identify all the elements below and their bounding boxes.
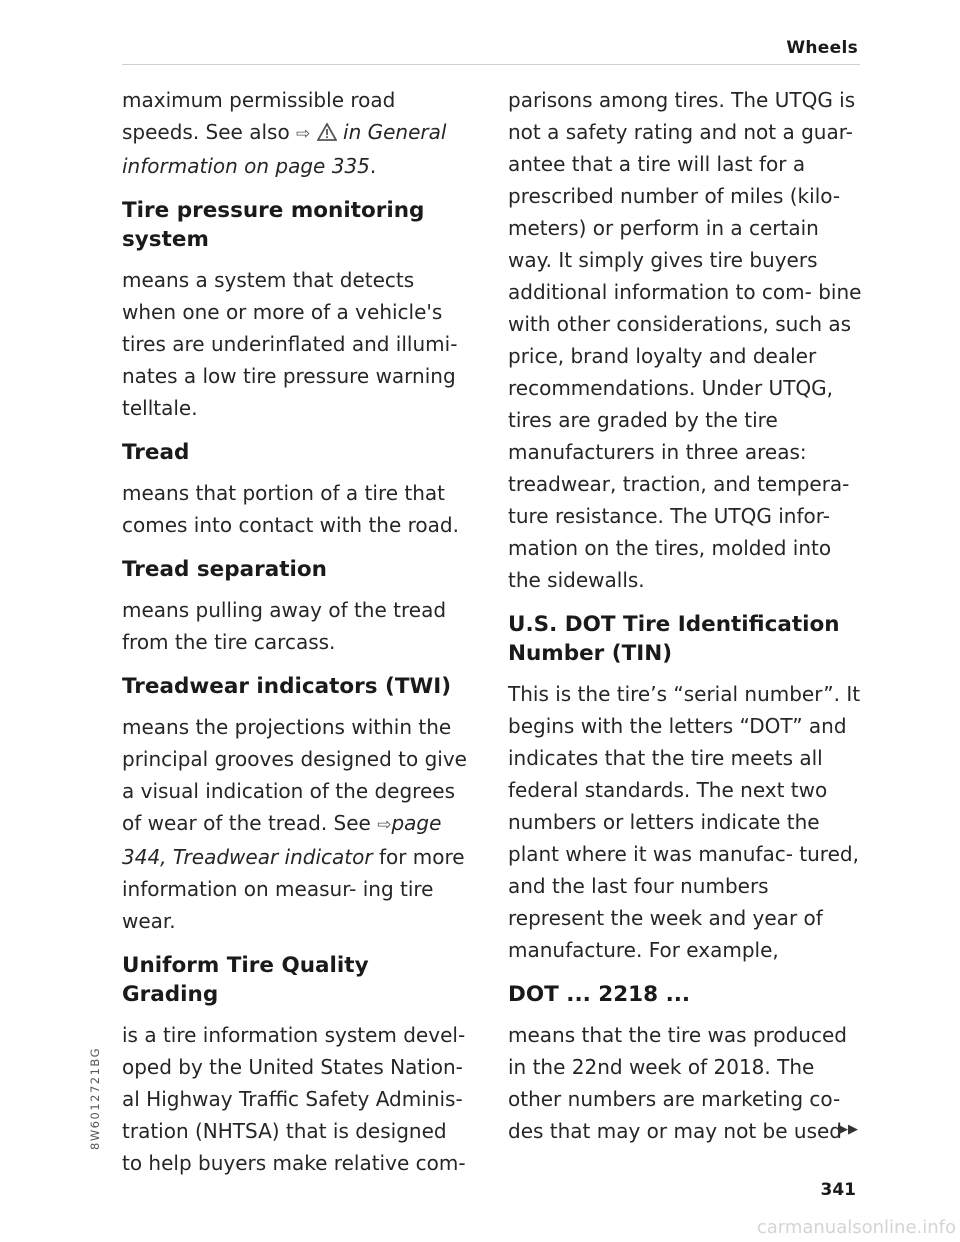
intro-line-3	[122, 150, 470, 182]
heading-tin: U.S. DOT Tire Identification Number (TIN)	[508, 612, 840, 666]
heading-tread: Tread	[122, 440, 190, 465]
heading-tread-separation: Tread separation	[122, 557, 327, 582]
body-utqg-continued: parisons among tires. The UTQG is not a safety rating and not a guar- antee that a tire will last for a prescribed number of miles (kilo- meters) or perform in a certain way. It simply gives tire buyers additional information to com- bine with other considerations, such as price, brand loyalty and dealer recommendations. Under UTQG, tires are graded by the tire manufacturers in three areas: treadwear, traction, and tempera- ture resistance. The UTQG infor- mation on the tires, molded into the sidewalls.	[508, 88, 862, 592]
twi-page-link[interactable]: page 344, Treadwear indicator	[122, 811, 442, 869]
section-title: Wheels	[786, 38, 858, 58]
body-twi-text: means the projections within the principal grooves designed to give a visual indication of the degrees of wear of the tread. See	[122, 715, 467, 835]
body-tpms: means a system that detects when one or more of a vehicle's tires are underinflated and illumi- nates a low tire pressure warning telltale.	[122, 268, 458, 420]
reference-arrow-icon: ⇨	[377, 815, 392, 835]
body-twi	[122, 711, 470, 937]
page-number: 341	[820, 1180, 856, 1200]
heading-tpms: Tire pressure monitoring system	[122, 198, 425, 252]
document-code: 8W6012721BG	[88, 1046, 102, 1150]
intro-line-1: maximum permissible road	[122, 88, 396, 112]
right-column	[508, 84, 862, 1147]
watermark: carmanualsonline.info	[756, 1217, 956, 1238]
header-rule	[122, 64, 860, 65]
heading-dot-example: DOT ... 2218 ...	[508, 982, 691, 1007]
reference-arrow-icon: ⇨	[296, 124, 311, 144]
continue-arrow-icon: ▶▶	[838, 1122, 858, 1137]
intro-line-2	[122, 116, 470, 150]
intro-see-also: speeds. See also	[122, 120, 290, 144]
warning-triangle-icon	[317, 123, 337, 141]
heading-utqg: Uniform Tire Quality Grading	[122, 953, 369, 1007]
body-utqg: is a tire information system devel- oped by the United States Nation- al Highway Traffic Safety Adminis- tration (NHTSA) that is designed to help buyers make relative com-	[122, 1023, 466, 1175]
intro-link-part-1[interactable]: in General	[343, 120, 447, 144]
body-dot-example: means that the tire was produced in the 22nd week of 2018. The other numbers are marketing co- des that may or may not be used	[508, 1023, 847, 1143]
body-tin: This is the tire’s “serial number”. It begins with the letters “DOT” and indicates that the tire meets all federal standards. The next two numbers or letters indicate the plant where it was manufac- tured, and the last four numbers represent the week and year of manufacture. For example,	[508, 682, 861, 962]
heading-twi: Treadwear indicators (TWI)	[122, 674, 452, 699]
body-tread: means that portion of a tire that comes into contact with the road.	[122, 481, 459, 537]
intro-end: .	[369, 154, 377, 178]
left-column	[122, 84, 470, 1179]
body-tread-separation: means pulling away of the tread from the tire carcass.	[122, 598, 447, 654]
intro-link-part-2[interactable]: information on page 335	[122, 154, 370, 178]
body-twi-end: for more information on measur- ing tire wear.	[122, 845, 465, 933]
